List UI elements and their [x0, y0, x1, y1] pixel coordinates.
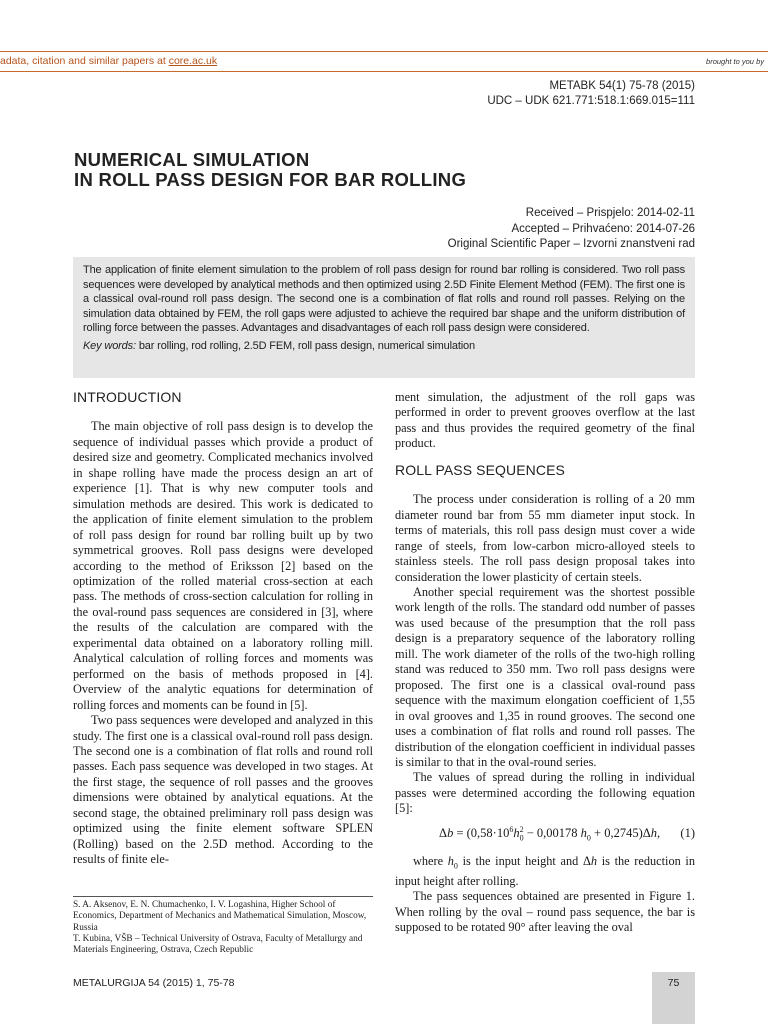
- abstract-box: [73, 257, 695, 378]
- udc-code: UDC – UDK 621.771:518.1:669.015=111: [487, 95, 695, 107]
- page-number: 75: [667, 977, 680, 989]
- paper-type: Original Scientific Paper – Izvorni znanstveni rad: [447, 238, 695, 250]
- journal-meta: [487, 79, 695, 109]
- submission-dates: [448, 206, 695, 253]
- keywords: [83, 339, 685, 354]
- intro-paragraph-2: Two pass sequences were developed and analyzed in this study. The first one is a classical oval-round roll pass design. The second one is a combination of flat rolls and round roll passes. Each pass sequence was developed in two stages. At the first stage, the sequence of roll passes and the grooves dimensions were obtained by analytical equations. At the second stage, the obtained preliminary roll pass design was optimized using the finite element software SPLEN (Rolling) based on the 2.5D method. According to the results of finite ele-: [73, 713, 373, 867]
- accepted-date: Accepted – Prihvaćeno: 2014-07-26: [511, 222, 695, 235]
- rps-paragraph-1: The process under consideration is rolling of a 20 mm diameter round bar from 55 mm diameter input stock. In terms of materials, this roll pass design must cover a wide range of steels, from low-carbon micro-alloyed steels to stainless steels. The roll pass design proposal takes into consideration the lower plasticity of certain steels.: [395, 492, 695, 584]
- text-where: where: [413, 853, 448, 868]
- equation-number: (1): [680, 825, 695, 840]
- journal-ref: METABK 54(1) 75-78 (2015): [549, 80, 695, 92]
- intro-paragraph-1: The main objective of roll pass design is to develop the sequence of individual passes which provide a product of desired size and geometry. Complicated mechanics involved in shape rolling have made the process design an art of experience [1]. That is why new computer tools and simulation methods are desired. This work is dedicated to the application of finite element simulation to the problem of roll pass design for round bar rolling built up by two symmetrical grooves. Roll pass designs were developed according to the method of Eriksson [2] based on the optimization of the rolled material cross-section at each pass. The methods of cross-section calculation for rolling in the oval-round pass sequences are considered in [3], where the results of the calculation are compared with the experimental data obtained on a laboratory rolling mill. Analytical calculation of rolling forces and moments was performed on the basis of methods proposed in [4]. Overview of the analytic equations for determination of rolling forces and moments can be found in [5].: [73, 419, 373, 712]
- core-link[interactable]: core.ac.uk: [168, 55, 218, 67]
- title-line-1: NUMERICAL SIMULATION: [74, 149, 310, 170]
- core-banner-right: brought to you by: [706, 57, 764, 66]
- footer-journal: METALURGIJA 54 (2015) 1, 75-78: [73, 977, 235, 989]
- rps-paragraph-4: where $h_0$ is the input height and Δh is the reduction in input height after rolling.: [395, 853, 695, 888]
- equation-1: [395, 822, 695, 846]
- affiliation-1: S. A. Aksenov, E. N. Chumachenko, I. V. Logashina, Higher School of Economics, Department of Mechanics and Mathematical Simulation, Moscow, Russia: [73, 900, 367, 933]
- text-reduction: is the reduction in input height after rolling.: [395, 853, 695, 888]
- core-banner-text: [0, 55, 217, 67]
- rps-paragraph-2: Another special requirement was the shortest possible work length of the rolls. The standard odd number of passes was used because of the presumption that the roll pass design is a preparatory sequence of the laboratory rolling mill. The work diameter of the rolls of the two-high rolling stand was reduced to 350 mm. Two roll pass designs were proposed. The first one is a classical oval-round pass sequence with the maximum elongation coefficient of 1,55 in oval grooves and 1,35 in round grooves. The second one uses a combination of flat rolls and round roll passes. The distribution of the elongation coefficient in individual passes is similar to that in the oval-round series.: [395, 584, 695, 769]
- rps-paragraph-3: The values of spread during the rolling in individual passes were determined according the following equation [5]:: [395, 770, 695, 816]
- affiliation-2: T. Kubina, VŠB – Technical University of Ostrava, Faculty of Metallurgy and Materials Engineering, Ostrava, Czech Republic: [73, 933, 363, 956]
- abstract-text: The application of finite element simulation to the problem of roll pass design for round bar rolling is considered. Two roll pass sequences were developed by analytical methods and then optimized using 2.5D Finite Element Method (FEM). The first one is a classical oval-round roll pass design. The second one is a combination of flat rolls and round roll passes. Relying on the simulation data obtained by FEM, the roll gaps were adjusted to achieve the required bar shape and the uniform distribution of rolling force between the passes. Advantages and disadvantages of each roll pass design were considered.: [83, 264, 685, 335]
- equation-body: $\Delta b = (0,58\cdot 10^6h_0^2 - 0,00178$ $h_0 + 0,2745)\Delta h$,: [439, 824, 661, 843]
- right-column: [395, 390, 695, 936]
- title-line-2: IN ROLL PASS DESIGN FOR BAR ROLLING: [74, 169, 467, 190]
- rps-paragraph-5: The pass sequences obtained are presented in Figure 1. When rolling by the oval – round pass sequence, the bar is supposed to be rotated 90° after leaving the oval: [395, 889, 695, 935]
- intro-continuation: ment simulation, the adjustment of the roll gaps was performed in order to prevent grooves overflow at the last pass and thus provides the required geometry of the final product.: [395, 390, 695, 451]
- spacer: [73, 405, 373, 419]
- page-number-box: [652, 972, 695, 1024]
- section-heading-roll-pass-sequences: ROLL PASS SEQUENCES: [395, 461, 565, 478]
- paper-title: [74, 150, 466, 190]
- core-banner: [0, 51, 768, 72]
- clipped-header-remnant: [0, 72, 400, 77]
- core-banner-prefix: adata, citation and similar papers at: [0, 55, 169, 67]
- left-column: [73, 390, 373, 868]
- text-input-height: is the input height and: [457, 853, 583, 868]
- spacer: [395, 478, 695, 492]
- keywords-label: Key words:: [83, 339, 136, 352]
- received-date: Received – Prispjelo: 2014-02-11: [525, 207, 695, 219]
- keywords-list: bar rolling, rod rolling, 2.5D FEM, roll pass design, numerical simulation: [135, 339, 475, 352]
- author-affiliations: [73, 896, 373, 956]
- section-heading-introduction: INTRODUCTION: [73, 389, 182, 405]
